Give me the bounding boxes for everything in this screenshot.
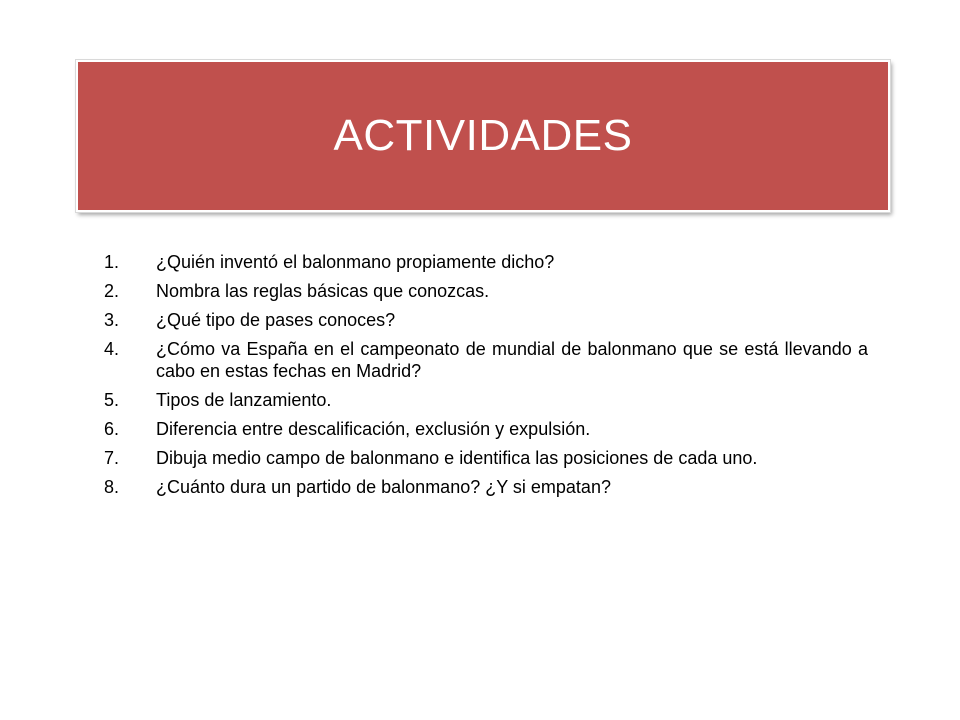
activity-list (104, 251, 868, 505)
item-number: 2. (104, 281, 120, 301)
item-text: ¿Quién inventó el balonmano propiamente dicho? (156, 252, 555, 272)
item-text: Tipos de lanzamiento. (156, 390, 332, 410)
item-number: 5. (104, 390, 120, 410)
item-number: 7. (104, 448, 120, 468)
item-text: ¿Cuánto dura un partido de balonmano? ¿Y si empatan? (156, 477, 611, 497)
item-number: 4. (104, 339, 120, 359)
list-item (104, 251, 868, 273)
item-number: 1. (104, 252, 120, 272)
item-number: 6. (104, 419, 120, 439)
item-text: Dibuja medio campo de balonmano e identifica las posiciones de cada uno. (156, 448, 758, 468)
list-item (104, 280, 868, 302)
item-text: ¿Cómo va España en el campeonato de mundial de balonmano que se está llevando a cabo en estas fechas en Madrid? (156, 339, 868, 381)
item-text: Nombra las reglas básicas que conozcas. (156, 281, 490, 301)
item-number: 8. (104, 477, 120, 497)
list-item (104, 418, 868, 440)
list-item (104, 447, 868, 469)
item-text: Diferencia entre descalificación, exclusión y expulsión. (156, 419, 591, 439)
item-text: ¿Qué tipo de pases conoces? (156, 310, 396, 330)
item-number: 3. (104, 310, 120, 330)
list-item (104, 476, 868, 498)
title-banner (76, 60, 890, 212)
list-item (104, 338, 868, 382)
list-item (104, 309, 868, 331)
list-item (104, 389, 868, 411)
slide-title: ACTIVIDADES (333, 111, 633, 160)
